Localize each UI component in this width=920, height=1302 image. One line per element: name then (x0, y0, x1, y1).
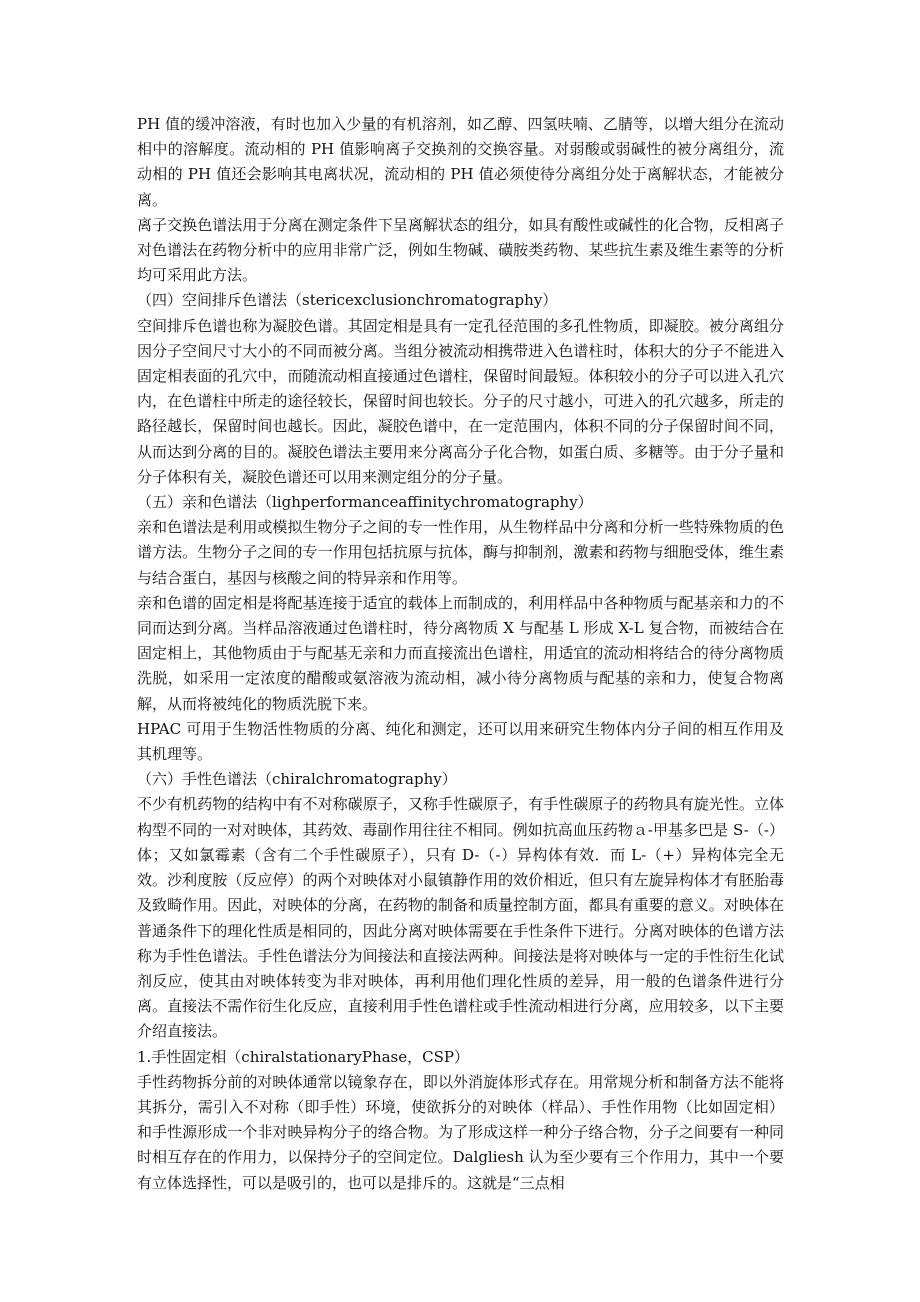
paragraph-ion-exchange: 离子交换色谱法用于分离在测定条件下呈离解状态的组分，如具有酸性或碱性的化合物，反相离子对色谱法在药物分析中的应用非常广泛，例如生物碱、磺胺类药物、某些抗生素及维生素等的分析均可采用此方法。 (137, 215, 784, 285)
paragraph-hpac: HPAC 可用于生物活性物质的分离、纯化和测定，还可以用来研究生物体内分子间的相互作用及其机理等。 (137, 719, 784, 764)
heading-steric-exclusion: （四）空间排斥色谱法（stericexclusionchromatography） (137, 291, 558, 310)
document-body (137, 112, 784, 1196)
paragraph-buffer-solution: PH 值的缓冲溶液，有时也加入少量的有机溶剂，如乙醇、四氢呋喃、乙腈等，以增大组分在流动相中的溶解度。流动相的 PH 值影响离子交换剂的交换容量。对弱酸或弱碱性的被分离组分，流动相的 PH 值还会影响其电离状况，流动相的 PH 值必须使待分离组分处于离解状态，才能被分离。 (137, 115, 784, 209)
paragraph-gel-chromatography: 空间排斥色谱也称为凝胶色谱。其固定相是具有一定孔径范围的多孔性物质，即凝胶。被分离组分因分子空间尺寸大小的不同而被分离。当组分被流动相携带进入色谱柱时，体积大的分子不能进入固定相表面的孔穴中，而随流动相直接通过色谱柱，保留时间最短。体积较小的分子可以进入孔穴内，在色谱柱中所走的途径较长，保留时间也较长。分子的尺寸越小，可进入的孔穴越多，所走的路径越长，保留时间也越长。因此，凝胶色谱中，在一定范围内，体积不同的分子保留时间不同，从而达到分离的目的。凝胶色谱法主要用来分离高分子化合物，如蛋白质、多糖等。由于分子量和分子体积有关，凝胶色谱还可以用来测定组分的分子量。 (137, 316, 784, 486)
paragraph-affinity-intro: 亲和色谱法是利用或模拟生物分子之间的专一性作用，从生物样品中分离和分析一些特殊物质的色谱方法。生物分子之间的专一作用包括抗原与抗体，酶与抑制剂，激素和药物与细胞受体，维生素与结合蛋白，基因与核酸之间的特异亲和作用等。 (137, 518, 784, 587)
heading-chiral-stationary-phase: 1.手性固定相（chiralstationaryPhase，CSP） (137, 1047, 469, 1066)
heading-affinity: （五）亲和色谱法（lighperformanceaffinitychromatography） (137, 493, 593, 512)
paragraph-csp: 手性药物拆分前的对映体通常以镜象存在，即以外消旋体形式存在。用常规分析和制备方法不能将其拆分，需引入不对称（即手性）环境，使欲拆分的对映体（样品）、手性作用物（比如固定相）和手性源形成一个非对映异构分子的络合物。为了形成这样一种分子络合物，分子之间要有一种同时相互存在的作用力，以保持分子的空间定位。Dalgliesh 认为至少要有三个作用力，其中一个要有立体选择性，可以是吸引的，也可以是排斥的。这就是“三点相 (137, 1072, 784, 1192)
heading-chiral: （六）手性色谱法（chiralchromatography） (137, 770, 457, 789)
paragraph-chiral-intro: 不少有机药物的结构中有不对称碳原子，又称手性碳原子，有手性碳原子的药物具有旋光性。立体构型不同的一对对映体，其药效、毒副作用往往不相同。例如抗高血压药物ａ-甲基多巴是 S-（-）体；又如氯霉素（含有二个手性碳原子），只有 D-（-）异构体有效．而 L-（+）异构体完全无效。沙利度胺（反应停）的两个对映体对小鼠镇静作用的效价相近，但只有左旋异构体才有胚胎毒及致畸作用。因此，对映体的分离，在药物的制备和质量控制方面，都具有重要的意义。对映体在普通条件下的理化性质是相同的，因此分离对映体需要在手性条件下进行。分离对映体的色谱方法称为手性色谱法。手性色谱法分为间接法和直接法两种。间接法是将对映体与一定的手性衍生化试剂反应，使其由对映体转变为非对映体，再利用他们理化性质的差异，用一般的色谱条件进行分离。直接法不需作衍生化反应，直接利用手性色谱柱或手性流动相进行分离，应用较多，以下主要介绍直接法。 (137, 795, 784, 1041)
paragraph-affinity-stationary-phase: 亲和色谱的固定相是将配基连接于适宜的载体上而制成的，利用样品中各种物质与配基亲和力的不同而达到分离。当样品溶液通过色谱柱时，待分离物质 X 与配基 L 形成 X-L 复合物，而被结合在固定相上，其他物质由于与配基无亲和力而直接流出色谱柱，用适宜的流动相将结合的待分离物质洗脱，如采用一定浓度的醋酸或氨溶液为流动相，减小待分离物质与配基的亲和力，使复合物离解，从而将被纯化的物质洗脱下来。 (137, 593, 784, 713)
